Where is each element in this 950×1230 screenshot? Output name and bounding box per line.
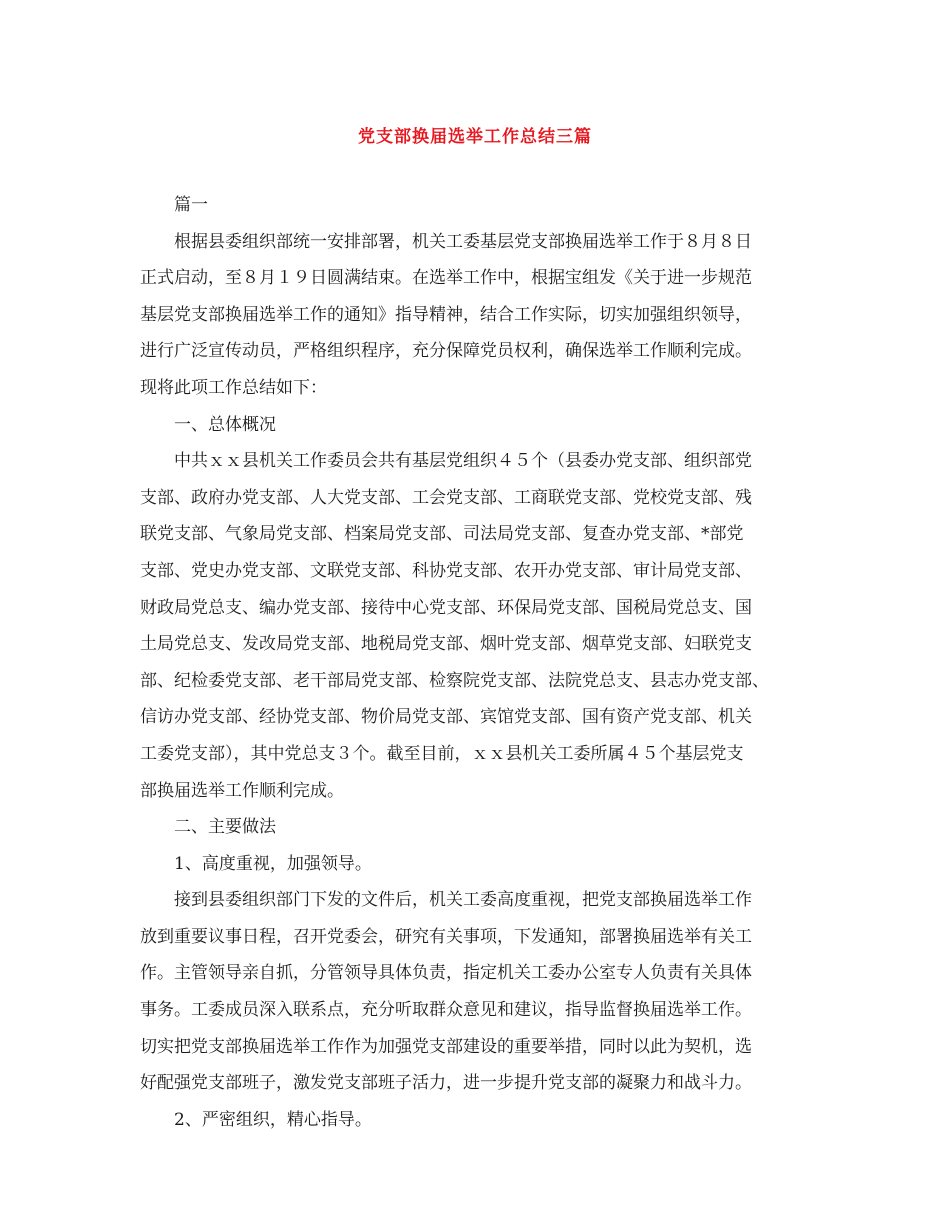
text-line: 进行广泛宣传动员，严格组织程序，充分保障党员权利，确保选举工作顺利完成。 [140,341,752,362]
text-line: 支部、党史办党支部、文联党支部、科协党支部、农开办党支部、审计局党支部、 [140,560,752,581]
text-line: 切实把党支部换届选举工作作为加强党支部建设的重要举措，同时以此为契机，选 [140,1036,752,1057]
text-line: 基层党支部换届选举工作的通知》指导精神，结合工作实际，切实加强组织领导， [140,304,752,325]
text-line: 财政局党总支、编办党支部、接待中心党支部、环保局党支部、国税局党总支、国 [140,597,752,618]
text-line: 部、纪检委党支部、老干部局党支部、检察院党支部、法院党总支、县志办党支部、 [140,670,769,691]
text-line: 根据县委组织部统一安排部署，机关工委基层党支部换届选举工作于８月８日 [174,231,752,252]
text-line: 中共ｘｘ县机关工作委员会共有基层党组织４５个（县委办党支部、组织部党 [174,451,752,472]
text-line: 接到县委组织部门下发的文件后，机关工委高度重视，把党支部换届选举工作 [174,890,752,911]
text-line: 放到重要议事日程，召开党委会，研究有关事项，下发通知，部署换届选举有关工 [140,926,752,947]
text-line: 二、主要做法 [174,817,276,838]
text-line: 工委党支部），其中党总支３个。截至目前，ｘｘ县机关工委所属４５个基层党支 [140,743,744,764]
text-line: 支部、政府办党支部、人大党支部、工会党支部、工商联党支部、党校党支部、残 [140,487,752,508]
text-line: 一、总体概况 [174,414,276,435]
text-line: 篇一 [174,195,208,215]
text-line: 联党支部、气象局党支部、档案局党支部、司法局党支部、复查办党支部、*部党 [140,524,744,545]
text-line: 正式启动，至８月１９日圆满结束。在选举工作中，根据宝组发《关于进一步规范 [140,268,752,289]
text-line: 信访办党支部、经协党支部、物价局党支部、宾馆党支部、国有资产党支部、机关 [140,707,752,728]
text-line: 部换届选举工作顺利完成。 [140,780,344,801]
document-body [140,187,810,1138]
document-title: 党支部换届选举工作总结三篇 [358,127,592,147]
text-line: 1、高度重视，加强领导。 [174,853,372,874]
text-line: 作。主管领导亲自抓，分管领导具体负责，指定机关工委办公室专人负责有关具体 [140,963,752,984]
text-line: 2、严密组织，精心指导。 [174,1109,372,1130]
text-line: 事务。工委成员深入联系点，充分听取群众意见和建议，指导监督换届选举工作。 [140,1000,752,1021]
text-line: 现将此项工作总结如下： [140,377,327,398]
text-line: 土局党总支、发改局党支部、地税局党支部、烟叶党支部、烟草党支部、妇联党支 [140,634,752,655]
text-line: 好配强党支部班子，激发党支部班子活力，进一步提升党支部的凝聚力和战斗力。 [140,1073,752,1094]
